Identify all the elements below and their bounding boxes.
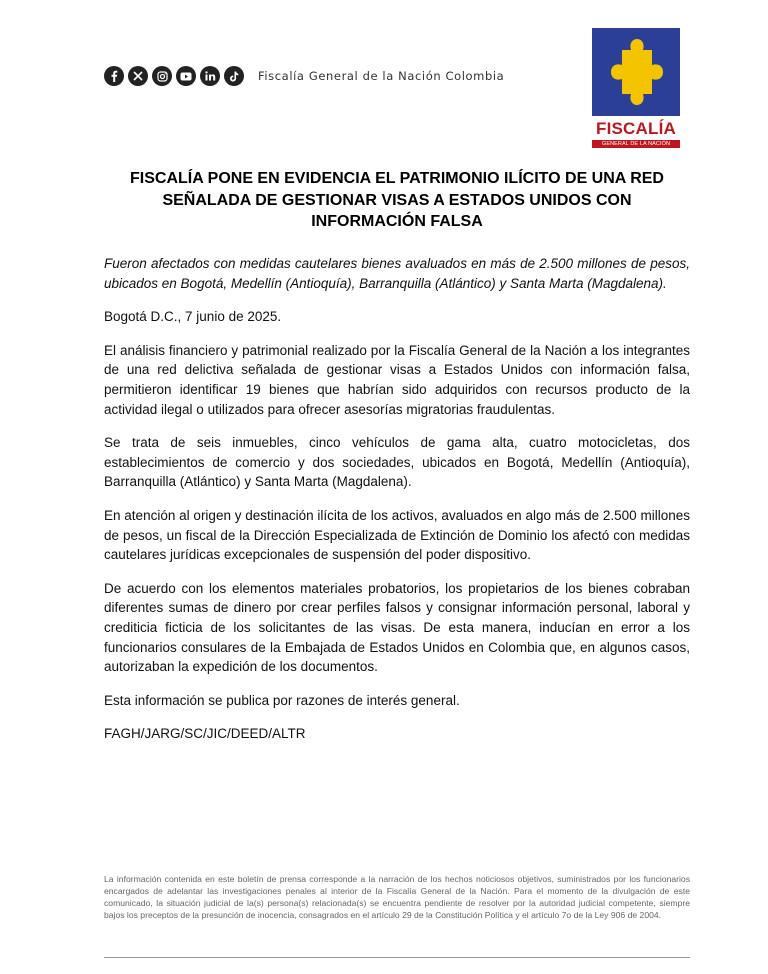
- paragraph: En atención al origen y destinación ilícita de los activos, avaluados en algo más de 2.500 millones de pesos, un fiscal de la Dirección Especializada de Extinción de Dominio los afectó con medidas cautelares jurídicas excepcionales de suspensión del poder dispositivo.: [104, 507, 690, 563]
- facebook-icon[interactable]: [104, 66, 124, 86]
- puzzle-piece-icon: [592, 28, 680, 116]
- header: [104, 66, 504, 86]
- press-release-body: [104, 254, 690, 758]
- paragraph: Se trata de seis inmuebles, cinco vehículos de gama alta, cuatro motocicletas, dos establecimientos de comercio y dos sociedades, ubicados en Bogotá, Medellín (Antioquía), Barranquilla (Atlántico) y Santa Marta (Magdalena).: [104, 435, 690, 490]
- article-subtitle: Fueron afectados con medidas cautelares bienes avaluados en más de 2.500 millones de pesos, ubicados en Bogotá, Medellín (Antioquía), Barranquilla (Atlántico) y Santa Marta (Magdalena).: [104, 256, 690, 291]
- organization-name: Fiscalía General de la Nación Colombia: [258, 69, 505, 83]
- x-icon[interactable]: [128, 66, 148, 86]
- legal-disclaimer: La información contenida en este boletín de prensa corresponde a la narración de los hechos noticiosos objetivos, suministrados por los funcionarios encargados de adelantar las investigaciones penales al interior de la Fiscalía General de la Nación. Para el momento de la divulgación de este comunicado, la situación judicial de la(s) persona(s) relacionada(s) se encuentra pendiente de resolver por la autoridad judicial competente, siempre bajos los preceptos de la presunción de inocencia, consagrados en el artículo 29 de la Constitución Política y el artículo 7o de la Ley 906 de 2004.: [104, 874, 690, 921]
- logo-subtitle: GENERAL DE LA NACIÓN: [592, 140, 680, 148]
- signature-initials: FAGH/JARG/SC/JIC/DEED/ALTR: [104, 726, 306, 742]
- paragraph: El análisis financiero y patrimonial realizado por la Fiscalía General de la Nación a los integrantes de una red delictiva señalada de gestionar visas a Estados Unidos con información falsa, permitieron identificar 19 bienes que habrían sido adquiridos con recursos producto de la actividad ilegal o utilizados para ofrecer asesorías migratorias fraudulentas.: [104, 342, 690, 417]
- instagram-icon[interactable]: [152, 66, 172, 86]
- fiscalia-logo: [590, 28, 682, 148]
- paragraph: De acuerdo con los elementos materiales probatorios, los propietarios de los bienes cobraban diferentes sumas de dinero por crear perfiles falsos y consignar información personal, laboral y crediticia ficticia de los solicitantes de las visas. De esta manera, inducían en error a los funcionarios consulares de la Embajada de Estados Unidos en Colombia que, en algunos casos, autorizaban la expedición de los documentos.: [104, 580, 690, 675]
- dateline: Bogotá D.C., 7 junio de 2025.: [104, 309, 282, 325]
- footer-divider: [104, 957, 690, 958]
- youtube-icon[interactable]: [176, 66, 196, 86]
- paragraph: Esta información se publica por razones de interés general.: [104, 692, 460, 708]
- tiktok-icon[interactable]: [224, 66, 244, 86]
- social-icons: [104, 66, 244, 86]
- logo-wordmark: FISCALÍA: [596, 119, 676, 138]
- logo-emblem: [592, 28, 680, 116]
- linkedin-icon[interactable]: [200, 66, 220, 86]
- press-release-title: FISCALÍA PONE EN EVIDENCIA EL PATRIMONIO ILÍCITO DE UNA RED SEÑALADA DE GESTIONAR VISAS A ESTADOS UNIDOS CON INFORMACIÓN FALSA: [130, 170, 664, 230]
